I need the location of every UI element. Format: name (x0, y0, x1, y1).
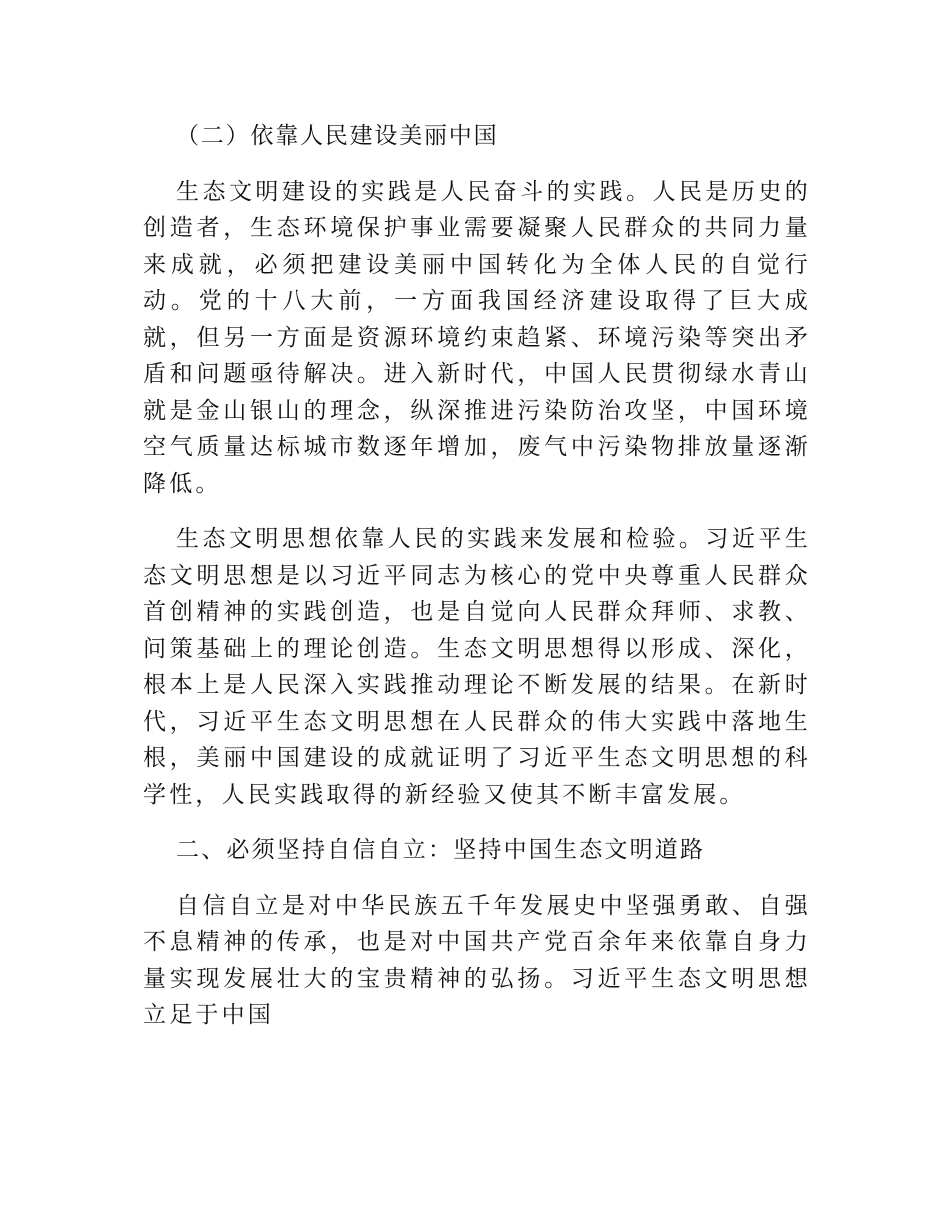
document-body (143, 118, 811, 1053)
paragraph: 自信自立是对中华民族五千年发展史中坚强勇敢、自强不息精神的传承，也是对中国共产党百余年来依靠自身力量实现发展壮大的宝贵精神的弘扬。习近平生态文明思想立足于中国 (143, 892, 811, 1028)
sub-heading: （二）依靠人民建设美丽中国 (176, 123, 499, 149)
paragraph: 生态文明思想依靠人民的实践来发展和检验。习近平生态文明思想是以习近平同志为核心的党中央尊重人民群众首创精神的实践创造，也是自觉向人民群众拜师、求教、问策基础上的理论创造。生态文明思想得以形成、深化，根本上是人民深入实践推动理论不断发展的结果。在新时代，习近平生态文明思想在人民群众的伟大实践中落地生根，美丽中国建设的成就证明了习近平生态文明思想的科学性，人民实践取得的新经验又使其不断丰富发展。 (143, 526, 811, 808)
section-heading: 二、必须坚持自信自立：坚持中国生态文明道路 (176, 837, 706, 863)
paragraph: 生态文明建设的实践是人民奋斗的实践。人民是历史的创造者，生态环境保护事业需要凝聚人民群众的共同力量来成就，必须把建设美丽中国转化为全体人民的自觉行动。党的十八大前，一方面我国经济建设取得了巨大成就，但另一方面是资源环境约束趋紧、环境污染等突出矛盾和问题亟待解决。进入新时代，中国人民贯彻绿水青山就是金山银山的理念，纵深推进污染防治攻坚，中国环境空气质量达标城市数逐年增加，废气中污染物排放量逐渐降低。 (143, 178, 811, 497)
